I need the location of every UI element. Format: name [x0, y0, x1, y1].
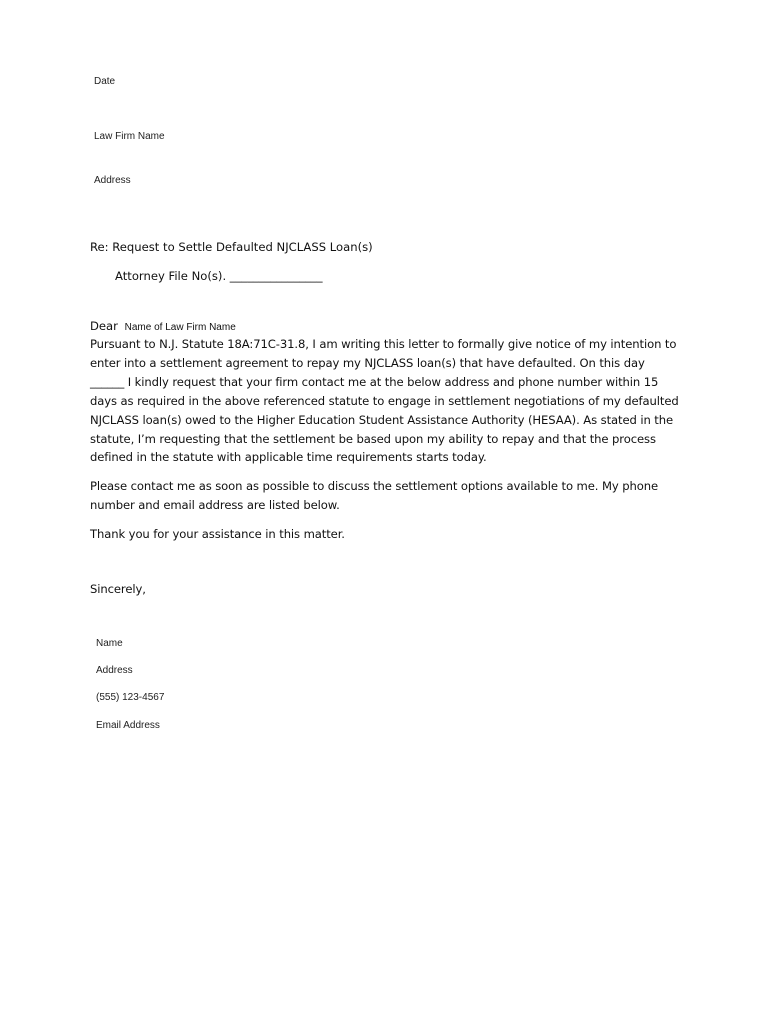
law-firm-name-field: Law Firm Name	[94, 131, 165, 142]
date-field: Date	[94, 76, 116, 87]
paragraph-line: ______ I kindly request that your firm contact me at the below address and phone number within 15	[90, 374, 659, 389]
paragraph-line: Thank you for your assistance in this matter.	[90, 527, 345, 541]
salutation-dear: Dear	[90, 319, 118, 333]
paragraph-line: statute, I’m requesting that the settlement be based upon my ability to repay and that the process	[90, 431, 656, 446]
re-subject-line: Re: Request to Settle Defaulted NJCLASS Loan(s)	[90, 240, 373, 254]
paragraph-line: Please contact me as soon as possible to discuss the settlement options available to me. My phone	[90, 479, 658, 493]
law-firm-address-field: Address	[94, 175, 131, 186]
paragraph-thanks	[90, 525, 680, 544]
signature-email: Email Address	[96, 720, 160, 731]
salutation-recipient: Name of Law Firm Name	[124, 322, 236, 333]
closing	[90, 580, 680, 599]
paragraph-contact	[90, 477, 680, 515]
paragraph-line: enter into a settlement agreement to repay my NJCLASS loan(s) that have defaulted. On this day	[90, 355, 645, 370]
closing-text: Sincerely,	[90, 582, 146, 596]
paragraph-line: number and email address are listed below.	[90, 497, 340, 512]
signature-address: Address	[96, 665, 133, 676]
paragraph-notice	[90, 335, 680, 467]
attorney-file-number-line: Attorney File No(s). ________________	[115, 269, 323, 283]
paragraph-line: days as required in the above referenced statute to engage in settlement negotiations of my defaulted	[90, 393, 679, 408]
paragraph-line: Pursuant to N.J. Statute 18A:71C-31.8, I am writing this letter to formally give notice of my intention to	[90, 337, 677, 351]
signature-phone: (555) 123-4567	[96, 692, 165, 703]
salutation	[90, 318, 236, 336]
signature-name: Name	[96, 638, 123, 649]
paragraph-line: defined in the statute with applicable time requirements starts today.	[90, 450, 487, 465]
paragraph-line: NJCLASS loan(s) owed to the Higher Education Student Assistance Authority (HESAA). As stated in the	[90, 412, 674, 427]
